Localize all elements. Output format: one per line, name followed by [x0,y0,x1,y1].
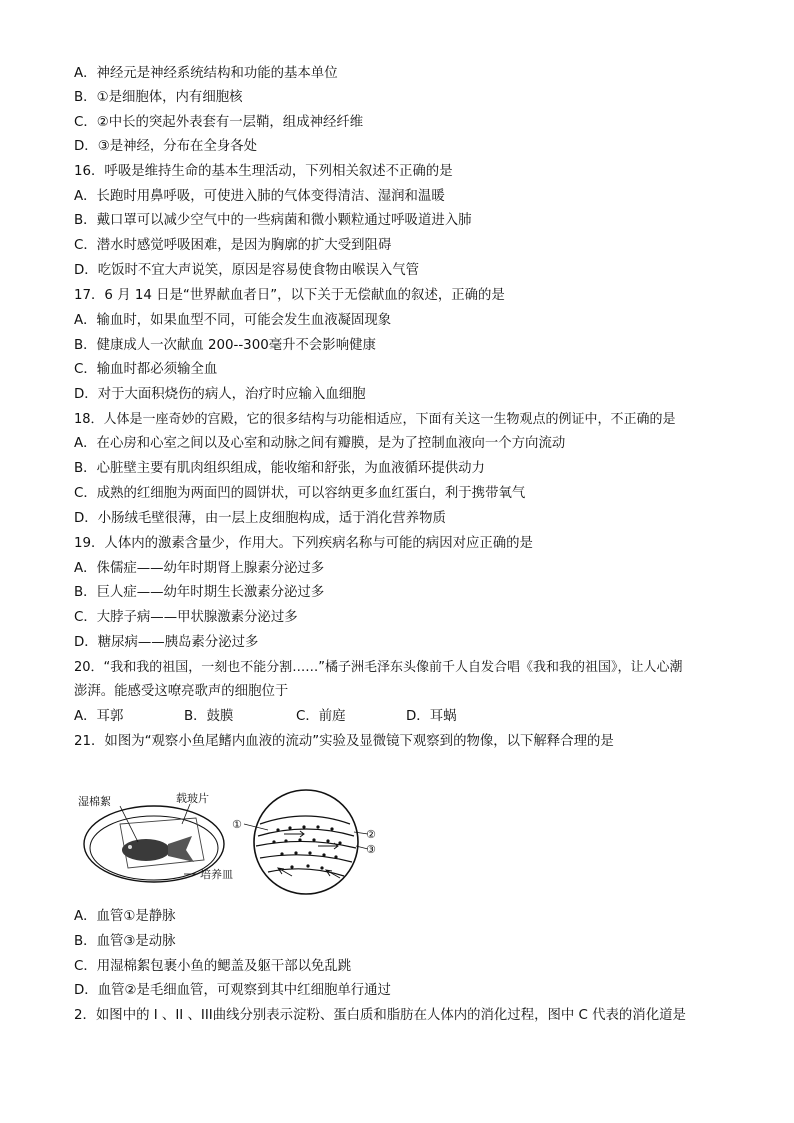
q20-option-b: B．鼓膜 [184,709,234,724]
q16-option-b: B．戴口罩可以减少空气中的一些病菌和微小颗粒通过呼吸道进入肺 [74,213,472,228]
q18-option-c: C．成熟的红细胞为两面凹的圆饼状，可以容纳更多血红蛋白，利于携带氧气 [74,486,526,501]
q17-option-b: B．健康成人一次献血 200--300毫升不会影响健康 [74,338,376,353]
q20-option-d: D．耳蜗 [406,709,457,724]
label-vessel-2: ② [366,828,376,841]
label-vessel-3: ③ [366,843,376,856]
q18-option-d: D．小肠绒毛壁很薄，由一层上皮细胞构成，适于消化营养物质 [74,511,446,526]
q16-option-c: C．潜水时感觉呼吸困难，是因为胸廓的扩大受到阻碍 [74,238,392,253]
q18-option-b: B．心脏壁主要有肌肉组织组成，能收缩和舒张，为血液循环提供动力 [74,461,485,476]
microscope-view [244,790,368,894]
q19-stem: 19．人体内的激素含量少，作用大。下列疾病名称与可能的病因对应正确的是 [74,536,533,551]
q18-stem: 18．人体是一座奇妙的宫殿，它的很多结构与功能相适应，下面有关这一生物观点的例证中，不正确的是 [74,412,676,427]
q21-figure [78,784,378,896]
q21-option-b: B．血管③是动脉 [74,934,176,949]
label-wet-cotton: 湿棉絮 [78,795,111,808]
q20-stem-continued: 澎湃。能感受这嘹亮歌声的细胞位于 [74,684,289,699]
q17-option-d: D．对于大面积烧伤的病人，治疗时应输入血细胞 [74,387,366,402]
q20-stem: 20．“我和我的祖国，一刻也不能分割……”橘子洲毛泽东头像前千人自发合唱《我和我的祖国》，让人心潮 [74,660,683,675]
q17-option-c: C．输血时都必须输全血 [74,362,218,377]
q15-option-b: B．①是细胞体，内有细胞核 [74,90,243,105]
label-slide: 载玻片 [176,792,209,805]
q15-option-c: C．②中长的突起外表套有一层鞘，组成神经纤维 [74,115,364,130]
label-petri-dish: 培养皿 [200,868,233,881]
q19-option-d: D．糖尿病——胰岛素分泌过多 [74,635,259,650]
q19-option-b: B．巨人症——幼年时期生长激素分泌过多 [74,585,325,600]
q19-option-c: C．大脖子病——甲状腺激素分泌过多 [74,610,298,625]
q20-options [74,707,456,727]
q20-option-c: C．前庭 [296,709,346,724]
q15-option-d: D．③是神经，分布在全身各处 [74,139,258,154]
q21-option-c: C．用湿棉絮包裹小鱼的鳃盖及躯干部以免乱跳 [74,959,352,974]
q16-option-a: A．长跑时用鼻呼吸，可使进入肺的气体变得清洁、湿润和温暖 [74,189,445,204]
q21-option-a: A．血管①是静脉 [74,909,176,924]
q21-option-d: D．血管②是毛细血管，可观察到其中红细胞单行通过 [74,983,391,998]
q17-option-a: A．输血时，如果血型不同，可能会发生血液凝固现象 [74,313,392,328]
q16-option-d: D．吃饭时不宜大声说笑，原因是容易使食物由喉误入气管 [74,263,420,278]
q15-option-a: A．神经元是神经系统结构和功能的基本单位 [74,66,338,81]
q18-option-a: A．在心房和心室之间以及心室和动脉之间有瓣膜，是为了控制血液向一个方向流动 [74,436,566,451]
label-vessel-1: ① [232,818,242,831]
q17-stem: 17．6 月 14 日是“世界献血者日”，以下关于无偿献血的叙述，正确的是 [74,288,505,303]
q21-stem: 21．如图为“观察小鱼尾鳍内血液的流动”实验及显微镜下观察到的物像，以下解释合理的是 [74,734,614,749]
q20-option-a: A．耳郭 [74,709,124,724]
q19-option-a: A．侏儒症——幼年时期肾上腺素分泌过多 [74,561,325,576]
q2-stem: 2．如图中的 I 、II 、III曲线分别表示淀粉、蛋白质和脂肪在人体内的消化过程，图中 C 代表的消化道是 [74,1008,686,1023]
q16-stem: 16．呼吸是维持生命的基本生理活动，下列相关叙述不正确的是 [74,164,453,179]
